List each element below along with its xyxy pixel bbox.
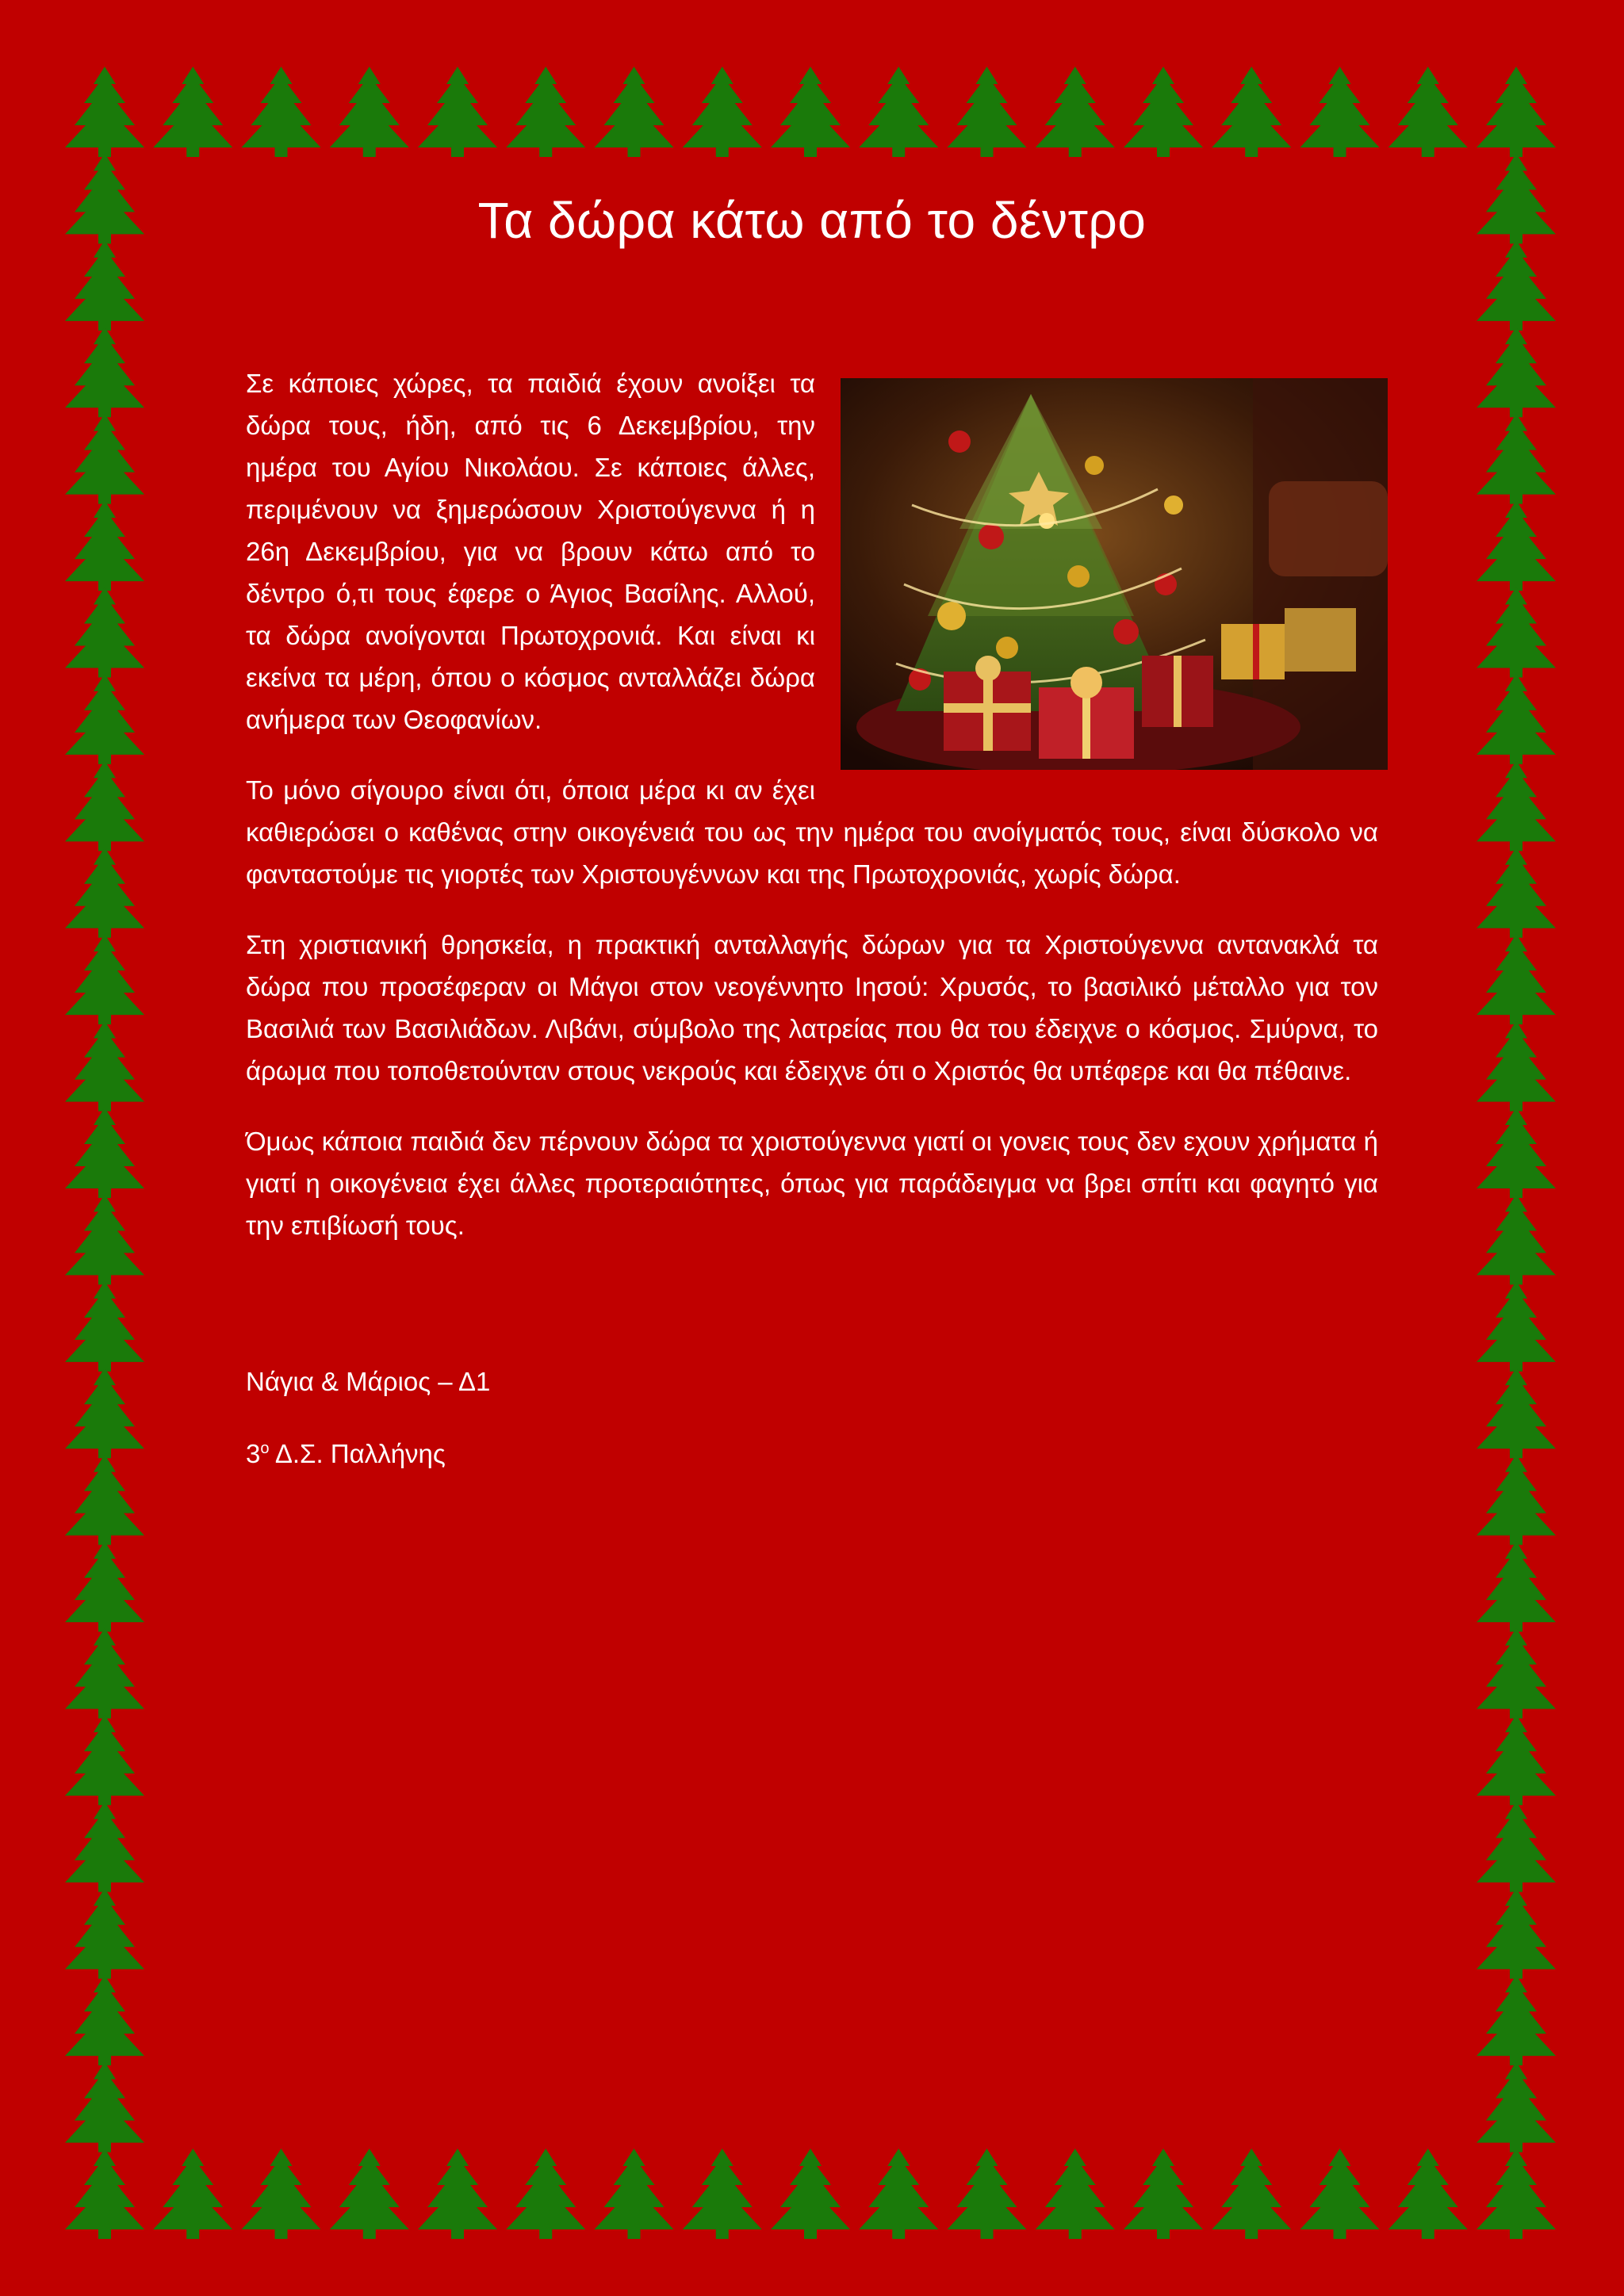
christmas-tree-icon	[1477, 1021, 1556, 1112]
christmas-tree-icon	[65, 1455, 144, 1545]
christmas-tree-icon	[859, 2149, 938, 2239]
christmas-tree-icon	[1036, 2149, 1115, 2239]
christmas-tree-icon	[1477, 1628, 1556, 1719]
christmas-tree-icon	[1477, 674, 1556, 764]
christmas-tree-icon	[65, 1541, 144, 1632]
christmas-tree-icon	[1124, 2149, 1203, 2239]
christmas-tree-photo	[841, 378, 1388, 770]
christmas-tree-icon	[65, 1975, 144, 2065]
christmas-tree-icon	[1477, 1801, 1556, 1892]
christmas-tree-icon	[65, 1628, 144, 1719]
christmas-tree-icon	[418, 67, 497, 157]
christmas-tree-icon	[1477, 1281, 1556, 1372]
christmas-tree-icon	[1477, 240, 1556, 331]
christmas-tree-icon	[1477, 1541, 1556, 1632]
christmas-tree-icon	[1477, 934, 1556, 1024]
christmas-tree-icon	[1477, 1194, 1556, 1284]
school-line	[246, 1428, 1378, 1475]
christmas-tree-icon	[1477, 1368, 1556, 1458]
christmas-tree-icon	[948, 2149, 1027, 2239]
page-title: Τα δώρα κάτω από το δέντρο	[477, 192, 1147, 249]
christmas-tree-icon	[65, 240, 144, 331]
christmas-tree-icon	[65, 2149, 144, 2239]
christmas-tree-icon	[153, 2149, 232, 2239]
christmas-tree-icon	[948, 67, 1027, 157]
paragraph-3: Στη χριστιανική θρησκεία, η πρακτική ανταλλαγής δώρων για τα Χριστούγεννα αντανακλά τα δώρα που προσέφεραν οι Μάγοι στον νεογέννητο Ιησού: Χρυσός, το βασιλικό μέταλλο για τον Βασιλιά των Βασιλιάδων. Λιβάνι, σύμβολο της λατρείας που θα του έδειχνε ο κόσμος. Σμύρνα, το άρωμα που τοποθετούνταν στους νεκρούς και έδειχνε ότι ο Χριστός θα υπέφερε και θα πέθαινε.	[246, 929, 1378, 1085]
christmas-tree-icon	[506, 2149, 585, 2239]
christmas-tree-icon	[65, 67, 144, 157]
christmas-tree-icon	[65, 1715, 144, 1805]
christmas-tree-icon	[65, 1281, 144, 1372]
christmas-tree-icon	[1212, 2149, 1291, 2239]
christmas-tree-icon	[506, 67, 585, 157]
christmas-tree-icon	[1300, 67, 1380, 157]
christmas-tree-icon	[1036, 67, 1115, 157]
christmas-tree-icon	[65, 153, 144, 243]
christmas-tree-icon	[65, 760, 144, 851]
christmas-tree-icon	[65, 1801, 144, 1892]
christmas-tree-icon	[330, 67, 409, 157]
christmas-tree-icon	[65, 1194, 144, 1284]
christmas-tree-icon	[65, 1108, 144, 1198]
school-name: Δ.Σ. Παλλήνης	[269, 1438, 446, 1468]
christmas-tree-icon	[242, 67, 321, 157]
christmas-tree-icon	[418, 2149, 497, 2239]
authors: Νάγια & Μάριος – Δ1	[246, 1366, 491, 1396]
christmas-tree-icon	[1477, 587, 1556, 678]
christmas-tree-icon	[1477, 1975, 1556, 2065]
christmas-tree-icon	[771, 2149, 850, 2239]
christmas-tree-icon	[683, 2149, 762, 2239]
christmas-tree-icon	[1388, 2149, 1468, 2239]
christmas-tree-icon	[1477, 153, 1556, 243]
christmas-tree-icon	[859, 67, 938, 157]
christmas-tree-icon	[65, 327, 144, 417]
christmas-tree-icon	[1477, 327, 1556, 417]
christmas-tree-icon	[1477, 1108, 1556, 1198]
christmas-tree-icon	[595, 67, 674, 157]
christmas-tree-icon	[65, 674, 144, 764]
christmas-tree-icon	[595, 2149, 674, 2239]
christmas-tree-icon	[1477, 1455, 1556, 1545]
christmas-tree-icon	[65, 1021, 144, 1112]
christmas-tree-icon	[65, 848, 144, 938]
christmas-tree-icon	[65, 587, 144, 678]
christmas-tree-icon	[771, 67, 850, 157]
christmas-tree-icon	[65, 934, 144, 1024]
christmas-tree-icon	[65, 414, 144, 504]
christmas-tree-icon	[1212, 67, 1291, 157]
paragraph-1: Σε κάποιες χώρες, τα παιδιά έχουν ανοίξει τα δώρα τους, ήδη, από τις 6 Δεκεμβρίου, την ημέρα του Αγίου Νικολάου. Σε κάποιες άλλες, περιμένουν να ξημερώσουν Χριστούγεννα ή η 26η Δεκεμβρίου, για να βρουν κάτω από το δέντρο ό,τι τους έφερε ο Άγιος Βασίλης. Αλλού, τα δώρα ανοίγονται Πρωτοχρονιά. Και είναι κι εκείνα τα μέρη, όπου ο κόσμος ανταλλάζει δώρα ανήμερα των Θεοφανίων.	[246, 368, 815, 734]
document-body	[246, 190, 1378, 1500]
christmas-tree-icon	[65, 2062, 144, 2152]
christmas-tree-icon	[1300, 2149, 1380, 2239]
christmas-tree-icon	[1477, 2149, 1556, 2239]
school-number: 3	[246, 1438, 261, 1468]
christmas-tree-icon	[242, 2149, 321, 2239]
christmas-tree-icon	[1477, 500, 1556, 591]
christmas-tree-icon	[1477, 2062, 1556, 2152]
paragraph-4: Όμως κάποια παιδιά δεν πέρνουν δώρα τα χριστούγεννα γιατί οι γονεις τους δεν εχουν χρήματα ή γιατί η οικογένεια έχει άλλες προτεραιότητες, όπως για παράδειγμα να βρει σπίτι και φαγητό για την επιβίωσή τους.	[246, 1126, 1378, 1240]
christmas-tree-icon	[65, 1368, 144, 1458]
christmas-tree-icon	[1477, 1715, 1556, 1805]
christmas-tree-icon	[1477, 1888, 1556, 1979]
christmas-tree-icon	[1477, 67, 1556, 157]
christmas-tree-icon	[1124, 67, 1203, 157]
christmas-tree-icon	[1477, 848, 1556, 938]
christmas-tree-icon	[1477, 414, 1556, 504]
christmas-tree-icon	[65, 1888, 144, 1979]
christmas-tree-icon	[330, 2149, 409, 2239]
christmas-tree-icon	[683, 67, 762, 157]
school-ordinal: ο	[260, 1439, 270, 1457]
christmas-tree-icon	[1388, 67, 1468, 157]
christmas-tree-icon	[65, 500, 144, 591]
christmas-tree-icon	[1477, 760, 1556, 851]
paragraph-2: Το μόνο σίγουρο είναι ότι, όποια μέρα κι αν έχει καθιερώσει ο καθένας στην οικογένειά του ως την ημέρα του ανοίγματός τους, είναι δύσκολο να φανταστούμε τις γιορτές των Χριστουγέννων και της Πρωτοχρονιάς, χωρίς δώρα.	[246, 775, 1378, 889]
christmas-tree-icon	[153, 67, 232, 157]
